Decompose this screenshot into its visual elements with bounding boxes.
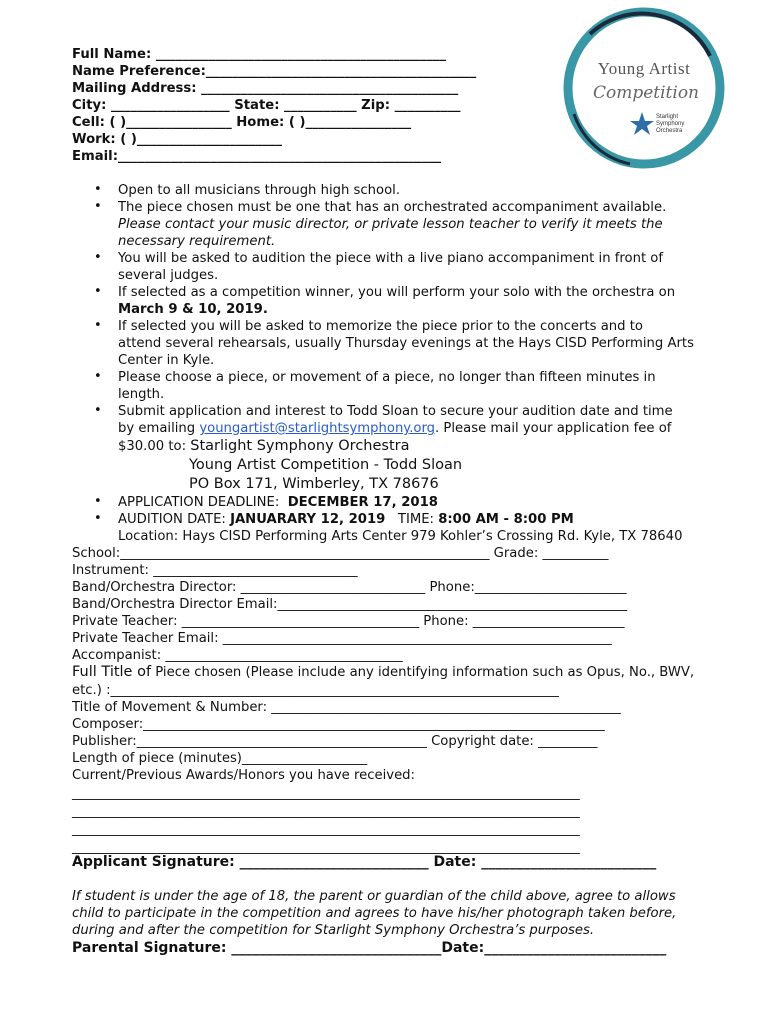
- full-title-field[interactable]: etc.) :____________________________________________________________________: [72, 683, 559, 698]
- length-field[interactable]: Length of piece (minutes)___________________: [72, 751, 368, 766]
- school-grade-field[interactable]: School:________________________________________________________ Grade: __________: [72, 546, 609, 561]
- logo-title-2: Competition: [592, 83, 700, 103]
- consent-line-3: during and after the competition for Starlight Symphony Orchestra’s purposes.: [72, 923, 595, 938]
- time-label: TIME:: [397, 512, 434, 527]
- deadline-line: [118, 495, 438, 512]
- deadline-value: DECEMBER 17, 2018: [287, 495, 438, 510]
- bullet-winner: If selected as a competition winner, you will perform your solo with the orchestra on: [118, 285, 676, 300]
- awards-line[interactable]: _____________________________________________________________________________: [72, 786, 580, 801]
- bullet-length-2: length.: [118, 387, 165, 402]
- director-phone-field[interactable]: Band/Orchestra Director: ____________________________ Phone:_______________________: [72, 580, 627, 595]
- audition-time: 8:00 AM - 8:00 PM: [438, 512, 574, 527]
- bullet-audition-1: You will be asked to audition the piece with a live piano accompaniment in front of: [118, 251, 664, 266]
- accompanist-field[interactable]: Accompanist: ____________________________________: [72, 648, 403, 663]
- submit-lead: by emailing: [118, 421, 200, 436]
- full-title-line[interactable]: [72, 664, 694, 682]
- address-line-2: Young Artist Competition - Todd Sloan: [189, 457, 463, 473]
- teacher-email-field[interactable]: Private Teacher Email: ___________________________________________________________: [72, 631, 612, 646]
- bullet-winner-dates: March 9 & 10, 2019.: [118, 302, 268, 317]
- bullet-accompaniment: The piece chosen must be one that has an orchestrated accompaniment available.: [118, 200, 667, 215]
- email-link[interactable]: youngartist@starlightsymphony.org: [199, 421, 436, 436]
- audition-label: AUDITION DATE:: [118, 512, 226, 527]
- bullet-eligibility: Open to all musicians through high school.: [118, 183, 401, 198]
- young-artist-logo: [560, 4, 728, 172]
- bullet-marker: •: [94, 182, 102, 197]
- cell-home-field[interactable]: Cell: ( )________________ Home: ( )________________: [72, 115, 412, 130]
- bullet-marker: •: [94, 494, 102, 509]
- logo-title-1: Young Artist: [597, 59, 691, 78]
- work-field[interactable]: Work: ( )______________________: [72, 132, 282, 147]
- bullet-marker: •: [94, 199, 102, 214]
- logo-org-1: Starlight: [656, 114, 679, 120]
- bullet-accompaniment-note-1: Please contact your music director, or private lesson teacher to verify it meets the: [118, 217, 663, 232]
- email-field[interactable]: Email:_________________________________________________: [72, 149, 442, 164]
- full-title-rest: Piece chosen (Please include any identifying information such as Opus, No., BWV,: [151, 665, 695, 680]
- consent-line-1: If student is under the age of 18, the parent or guardian of the child above, agree to allows: [72, 889, 676, 904]
- movement-field[interactable]: Title of Movement & Number: _____________________________________________________: [72, 700, 621, 715]
- director-email-field[interactable]: Band/Orchestra Director Email:_____________________________________________________: [72, 597, 627, 612]
- consent-line-2: child to participate in the competition and agrees to have his/her photograph taken before,: [72, 906, 677, 921]
- logo-org-2: Symphony: [656, 121, 685, 127]
- bullet-marker: •: [94, 511, 102, 526]
- bullet-memorize-2: attend several rehearsals, usually Thursday evenings at the Hays CISD Performing Arts: [118, 336, 694, 351]
- audition-line: [118, 512, 574, 529]
- instrument-field[interactable]: Instrument: _______________________________: [72, 563, 358, 578]
- submit-tail: . Please mail your application fee of: [435, 421, 672, 436]
- fee-line: [118, 438, 410, 456]
- awards-line[interactable]: _____________________________________________________________________________: [72, 822, 580, 837]
- bullet-marker: •: [94, 369, 102, 384]
- parental-signature-field[interactable]: Parental Signature: ______________________________Date:__________________________: [72, 940, 667, 956]
- deadline-label: APPLICATION DEADLINE:: [118, 495, 280, 510]
- audition-date: JANUARARY 12, 2019: [230, 512, 386, 527]
- bullet-submit-2: [118, 421, 671, 438]
- name-preference-field[interactable]: Name Preference:_________________________________________: [72, 64, 477, 79]
- city-state-zip-field[interactable]: City: __________________ State: ___________ Zip: __________: [72, 98, 461, 113]
- publisher-copyright-field[interactable]: Publisher:____________________________________________ Copyright date: _________: [72, 734, 598, 749]
- logo-org-3: Orchestra: [656, 128, 683, 134]
- full-title-lead: Full Title of: [72, 664, 152, 680]
- bullet-marker: •: [94, 284, 102, 299]
- teacher-phone-field[interactable]: Private Teacher: ____________________________________ Phone: _______________________: [72, 614, 625, 629]
- mailing-address-field[interactable]: Mailing Address: _______________________________________: [72, 81, 459, 96]
- applicant-signature-field[interactable]: Applicant Signature: ___________________________ Date: _________________________: [72, 854, 657, 870]
- awards-line[interactable]: _____________________________________________________________________________: [72, 804, 580, 819]
- bullet-memorize-3: Center in Kyle.: [118, 353, 215, 368]
- fee-label: $30.00 to:: [118, 439, 187, 454]
- bullet-accompaniment-note-2: necessary requirement.: [118, 234, 276, 249]
- bullet-memorize-1: If selected you will be asked to memorize the piece prior to the concerts and to: [118, 319, 643, 334]
- awards-label: Current/Previous Awards/Honors you have received:: [72, 768, 415, 783]
- address-line-3: PO Box 171, Wimberley, TX 78676: [189, 476, 439, 492]
- bullet-marker: •: [94, 318, 102, 333]
- bullet-marker: •: [94, 250, 102, 265]
- location-line: Location: Hays CISD Performing Arts Center 979 Kohler’s Crossing Rd. Kyle, TX 78640: [118, 529, 683, 544]
- address-line-1: Starlight Symphony Orchestra: [190, 438, 410, 454]
- bullet-submit-1: Submit application and interest to Todd Sloan to secure your audition date and time: [118, 404, 673, 419]
- bullet-length-1: Please choose a piece, or movement of a piece, no longer than fifteen minutes in: [118, 370, 656, 385]
- bullet-marker: •: [94, 403, 102, 418]
- composer-field[interactable]: Composer:______________________________________________________________________: [72, 717, 605, 732]
- bullet-audition-2: several judges.: [118, 268, 219, 283]
- full-name-field[interactable]: Full Name: ____________________________________________: [72, 47, 446, 62]
- awards-line[interactable]: _____________________________________________________________________________: [72, 840, 580, 855]
